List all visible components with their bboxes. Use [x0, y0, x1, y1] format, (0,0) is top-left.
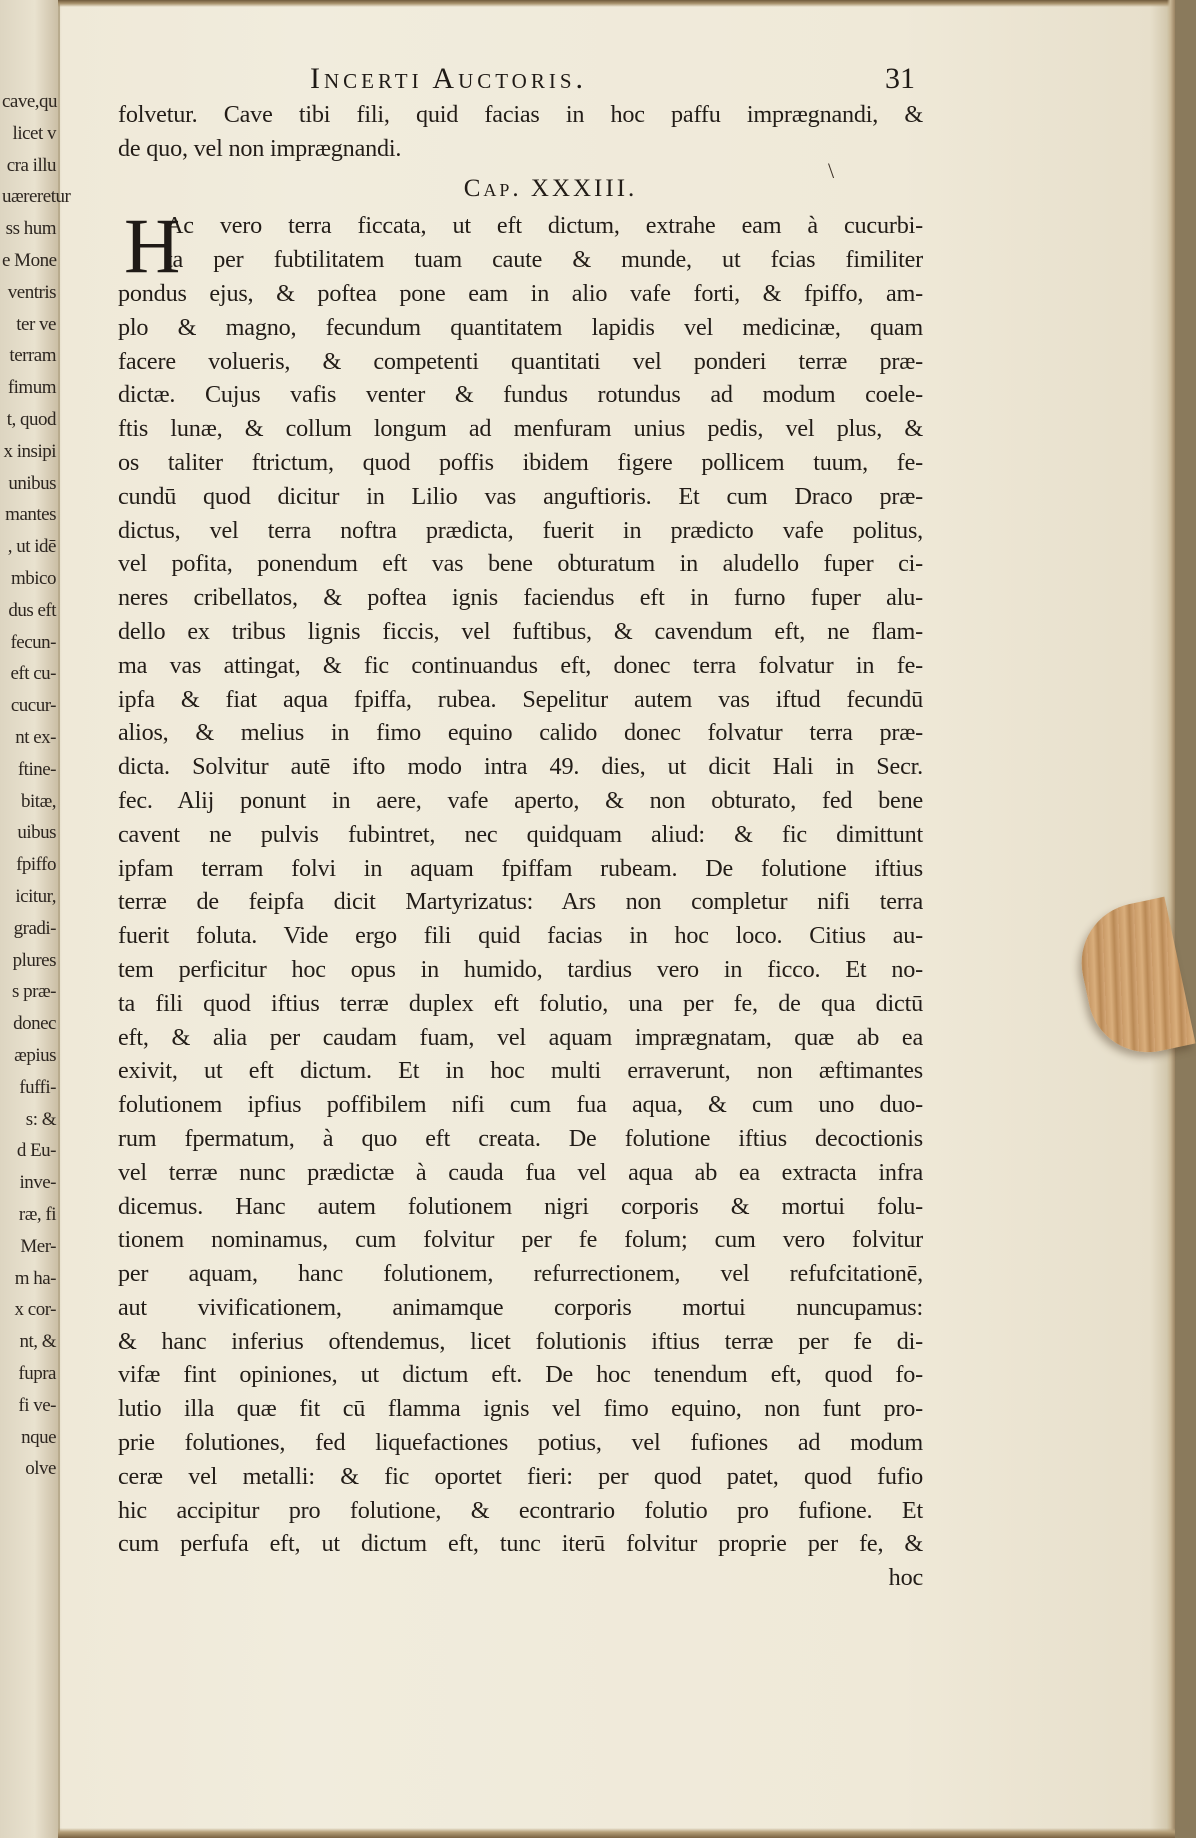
left-page-fragment: fimum [7, 377, 56, 399]
text-line: fuerit foluta. Vide ergo fili quid facias in hoc loco. Citius au- [118, 922, 923, 950]
text-line: terræ de feipfa dicit Martyrizatus: Ars non completur nifi terra [118, 888, 923, 916]
opening-lines [118, 98, 923, 166]
left-page-fragment: cucur- [10, 695, 56, 717]
left-page-fragment: e Mone [2, 250, 57, 271]
text-line: facere volueris, & competenti quantitati vel ponderi terræ præ- [118, 347, 923, 375]
left-page-fragment: uæreretur [2, 186, 71, 208]
left-page-fragment: mantes [5, 504, 56, 526]
left-page-fragment: t, quod [6, 409, 56, 430]
text-line: cundū quod dicitur in Lilio vas anguftioris. Et cum Draco præ- [118, 482, 923, 510]
left-page-fragment: inve- [19, 1172, 56, 1194]
text-line: tem perficitur hoc opus in humido, tardius vero in ficco. Et no- [118, 955, 923, 983]
left-page-fragment: s præ- [12, 981, 56, 1003]
text-line: eft, & alia per caudam fuam, vel aquam imprægnatam, quæ ab ea [118, 1023, 923, 1051]
text-line: dicemus. Hanc autem folutionem nigri corporis & mortui folu- [118, 1192, 923, 1220]
text-line: ceræ vel metalli: & fic oportet fieri: per quod patet, quod fufio [118, 1462, 923, 1490]
ink-mark: \ [828, 158, 835, 183]
text-line: tionem nominamus, cum folvitur per fe folum; cum vero folvitur [118, 1226, 923, 1254]
text-line: vel pofita, ponendum eft vas bene obturatum in aludello fuper ci- [118, 550, 923, 578]
catchword: hoc [888, 1564, 923, 1592]
left-page-fragment: d Eu- [16, 1140, 56, 1162]
chapter-heading: Cap. XXXIII. [463, 174, 638, 202]
left-page-fragment: x insipi [3, 440, 56, 462]
left-page-fragment: olve [25, 1458, 56, 1480]
left-page-fragment: ss hum [5, 218, 56, 240]
text-line: hic accipitur pro folutione, & econtrario folutio pro fufione. Et [118, 1496, 923, 1524]
left-page-margin [0, 0, 71, 1838]
text-line: cum perfufa eft, ut dictum eft, tunc iterū folvitur proprie per fe, & [118, 1530, 923, 1558]
left-page-fragment: s: & [25, 1108, 56, 1130]
page-number: 31 [885, 62, 915, 95]
left-page-fragment: fuffi- [19, 1076, 56, 1098]
text-line: neres cribellatos, & poftea ignis faciendus eft in furno fuper alu- [118, 584, 923, 612]
left-page-fragment: licet v [12, 122, 56, 144]
text-line: ipfam terram folvi in aquam fpiffam rubeam. De folutione iftius [118, 854, 923, 882]
left-page-fragment: gradi- [13, 917, 56, 939]
text-line: folvetur. Cave tibi fili, quid facias in hoc paffu imprægnandi, & [118, 101, 923, 128]
left-page-fragment: fi ve- [18, 1394, 56, 1416]
left-page-fragment: fpiffo [16, 854, 56, 876]
page-header [310, 62, 1110, 100]
text-line: folutionem ipfius poffibilem nifi cum fua aqua, & cum uno duo- [118, 1091, 923, 1119]
text-line: per aquam, hanc folutionem, refurrectionem, vel refufcitationē, [118, 1260, 923, 1288]
text-line: lutio illa quæ fit cū flamma ignis vel fimo equino, non funt pro- [118, 1395, 923, 1423]
left-page-fragment: nt ex- [15, 727, 56, 748]
drop-cap: H [124, 202, 181, 290]
text-line: cavent ne pulvis fubintret, nec quidquam aliud: & fic dimittunt [118, 820, 923, 848]
text-line: prie folutiones, fed liquefactiones potius, vel fufiones ad modum [118, 1429, 923, 1457]
text-line: exivit, ut eft dictum. Et in hoc multi erraverunt, non æftimantes [118, 1057, 923, 1085]
left-page-fragment: cave,qu [2, 91, 58, 112]
left-page-fragment: ftine- [17, 758, 56, 780]
left-page-fragment: unibus [8, 472, 56, 494]
left-page-fragment: Mer- [20, 1235, 56, 1257]
text-line: dictæ. Cujus vafis venter & fundus rotundus ad modum coele- [118, 381, 923, 409]
left-page-fragment: donec [13, 1013, 56, 1035]
wooden-page-holder [1070, 897, 1195, 1064]
bottom-page-edge [58, 1828, 1175, 1838]
left-page-fragment: æpius [14, 1045, 56, 1066]
text-line: & hanc inferius oftendemus, licet folutionis iftius terræ per fe di- [118, 1327, 923, 1355]
text-line: ta per fubtilitatem tuam caute & munde, ut fcias fimiliter [166, 246, 923, 274]
left-page-fragment: mbico [11, 568, 56, 589]
left-page-fragment: ventris [7, 281, 56, 303]
left-page-fragment: fecun- [10, 631, 56, 653]
running-title: Incerti Auctoris. [310, 62, 588, 95]
text-line: fec. Alij ponunt in aere, vafe aperto, & non obturato, fed bene [118, 786, 923, 814]
left-page-fragment: dus eft [8, 599, 56, 621]
text-line: dictus, vel terra noftra prædicta, fuerit in prædicto vafe politus, [118, 516, 923, 544]
text-line: vel terræ nunc prædictæ à cauda fua vel aqua ab ea extracta infra [118, 1158, 923, 1186]
chapter-text [118, 202, 923, 1561]
left-page-fragment: plures [12, 949, 56, 971]
left-page-fragment: m ha- [14, 1267, 56, 1289]
text-line: ta fili quod iftius terræ duplex eft folutio, una per fe, de qua dictū [118, 989, 923, 1017]
text-line: dello ex tribus lignis ficcis, vel fuftibus, & cavendum eft, ne flam- [118, 617, 923, 645]
text-line: pondus ejus, & poftea pone eam in alio vafe forti, & fpiffo, am- [118, 279, 923, 307]
left-page-fragment: ræ, fi [18, 1204, 56, 1225]
left-page-fragment: uibus [17, 822, 56, 844]
text-line: alios, & melius in fimo equino calido donec folvatur terra præ- [118, 719, 923, 747]
left-page-fragment: icitur, [15, 886, 56, 907]
left-page-fragment: fupra [18, 1363, 56, 1384]
left-page-fragment: x cor- [14, 1299, 56, 1321]
top-page-edge [58, 0, 1175, 7]
text-line: dicta. Solvitur autē ifto modo intra 49. dies, ut dicit Hali in Secr. [118, 753, 923, 781]
body-text [118, 98, 923, 1595]
left-page-fragment: eft cu- [10, 663, 56, 685]
left-page-fragment: nque [21, 1426, 56, 1448]
left-page-fragment: cra illu [6, 154, 56, 176]
text-line: de quo, vel non imprægnandi. [118, 134, 402, 162]
text-line: Ac vero terra ficcata, ut eft dictum, extrahe eam à cucurbi- [166, 212, 923, 240]
text-line: aut vivificationem, animamque corporis mortui nuncupamus: [118, 1293, 923, 1321]
text-line: vifæ fint opiniones, ut dictum eft. De hoc tenendum eft, quod fo- [118, 1361, 923, 1389]
text-line: ipfa & fiat aqua fpiffa, rubea. Sepelitur autem vas iftud fecundū [118, 685, 923, 713]
text-line: rum fpermatum, à quo eft creata. De folutione iftius decoctionis [118, 1124, 923, 1152]
left-page-fragment: , ut idē [7, 536, 56, 558]
text-line: os taliter ftrictum, quod poffis ibidem figere pollicem tuum, fe- [118, 448, 923, 476]
text-line: plo & magno, fecundum quantitatem lapidis vel medicinæ, quam [118, 313, 923, 341]
left-page-fragment: terram [9, 345, 56, 367]
text-line: ma vas attingat, & fic continuandus eft, donec terra folvatur in fe- [118, 651, 923, 679]
left-page-fragment: bitæ, [21, 790, 56, 812]
left-page-fragment: nt, & [19, 1331, 56, 1353]
left-page-fragment: ter ve [16, 313, 56, 335]
text-line: ftis lunæ, & collum longum ad menfuram unius pedis, vel plus, & [118, 415, 923, 443]
